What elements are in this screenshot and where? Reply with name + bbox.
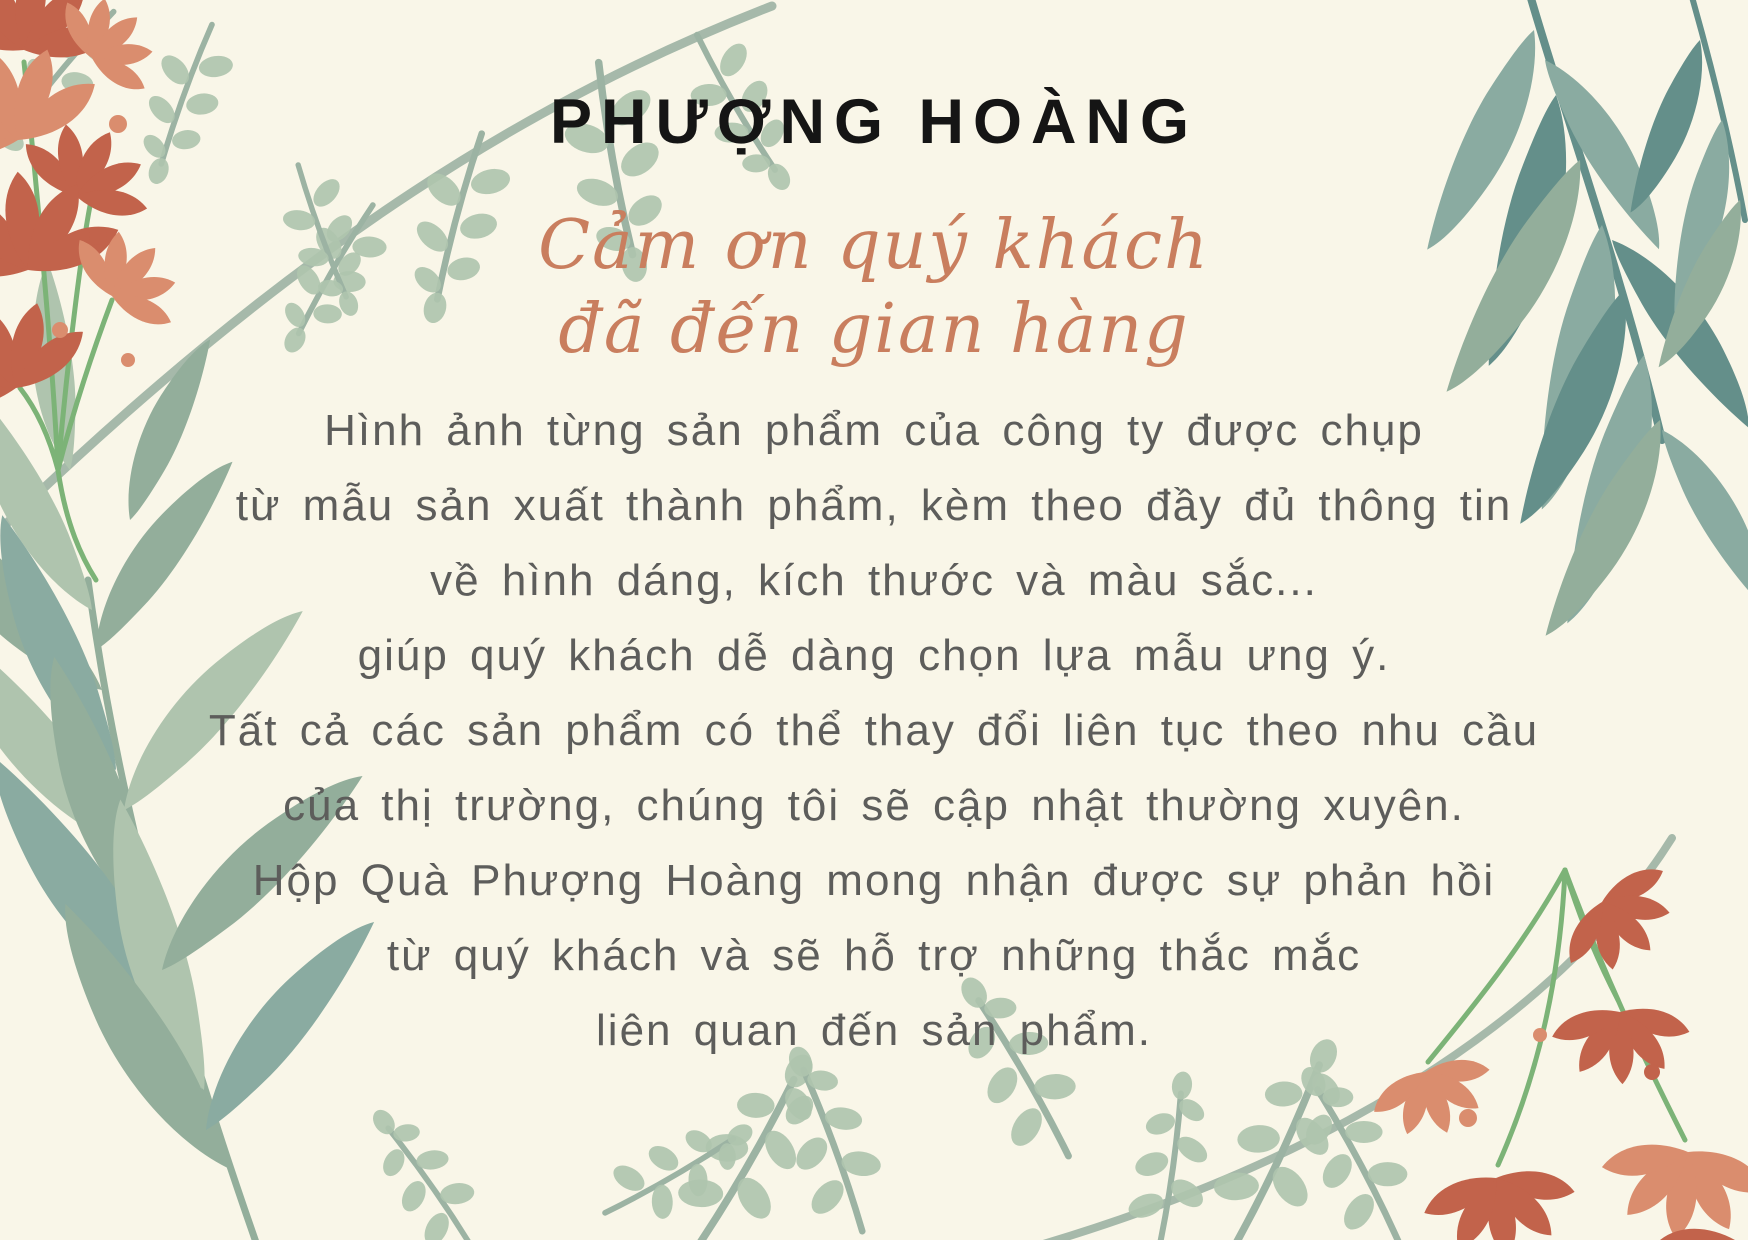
greeting-script (0, 204, 1748, 372)
body-line-1: Hình ảnh từng sản phẩm của công ty được chụp (324, 406, 1424, 455)
body-line-3: về hình dáng, kích thước và màu sắc... (430, 556, 1318, 605)
body-line-5: Tất cả các sản phẩm có thể thay đổi liên tục theo nhu cầu (208, 706, 1540, 755)
greeting-line-1: Cảm ơn quý khách (538, 206, 1210, 285)
greeting-line-2: đã đến gian hàng (558, 290, 1190, 369)
body-line-2: từ mẫu sản xuất thành phẩm, kèm theo đầy đủ thông tin (235, 481, 1513, 530)
body-line-4: giúp quý khách dễ dàng chọn lựa mẫu ưng ý. (357, 631, 1391, 680)
body-line-9: liên quan đến sản phẩm. (596, 1006, 1152, 1055)
body-text (0, 393, 1748, 1068)
body-line-7: Hộp Quà Phượng Hoàng mong nhận được sự phản hồi (252, 856, 1496, 905)
brand-title: PHƯỢNG HOÀNG (549, 87, 1199, 157)
body-line-6: của thị trường, chúng tôi sẽ cập nhật thường xuyên. (283, 781, 1465, 830)
body-line-8: từ quý khách và sẽ hỗ trợ những thắc mắc (386, 931, 1362, 980)
